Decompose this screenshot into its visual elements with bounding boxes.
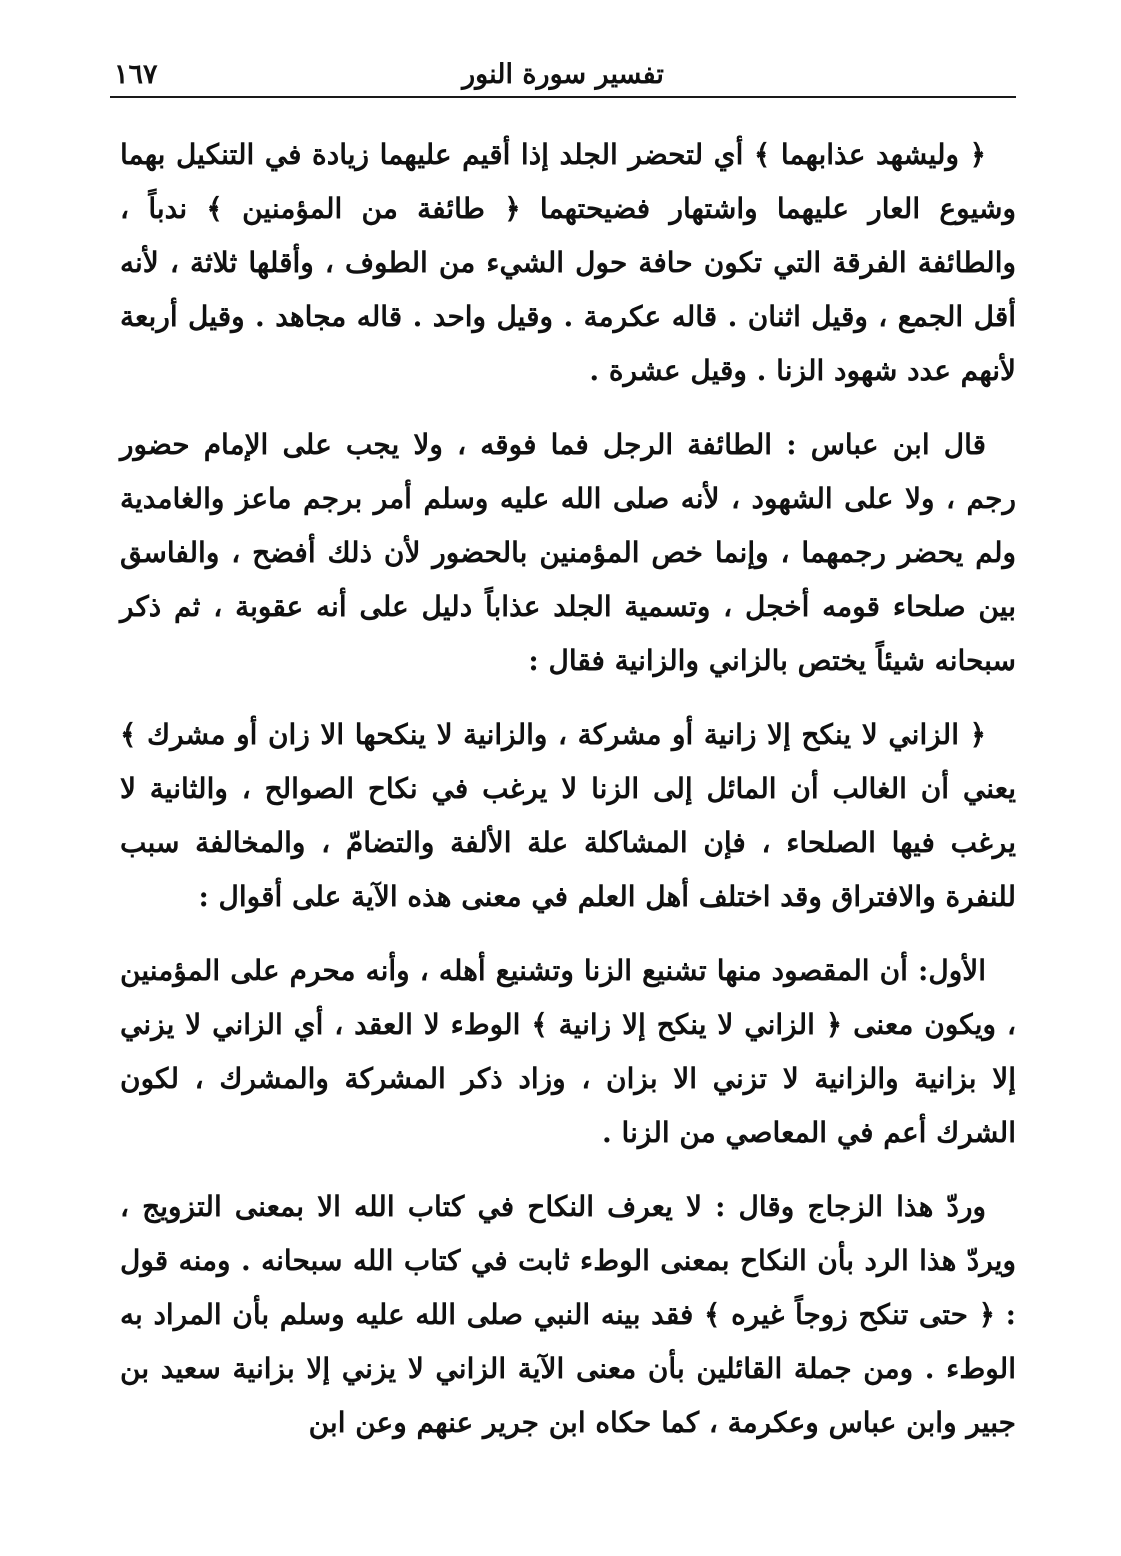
header-rule bbox=[110, 96, 1016, 98]
paragraph-text: ﴿ وليشهد عذابهما ﴾ أي لتحضر الجلد إذا أقيم عليهما زيادة في التنكيل بهما وشيوع العار عليهما واشتهار فضيحتهما ﴿ طائفة من المؤمنين ﴾ ندباً ، والطائفة الفرقة التي تكون حافة حول الشيء من الطوف ، وأقلها ثلاثة ، لأنه أقل الجمع ، وقيل اثنان . قاله عكرمة . وقيل واحد . قاله مجاهد . وقيل أربعة لأنهم عدد شهود الزنا . وقيل عشرة . bbox=[120, 138, 1016, 387]
paragraph-2 bbox=[120, 418, 1016, 688]
page-body bbox=[120, 128, 1016, 1470]
running-title: تفسير سورة النور bbox=[462, 59, 664, 90]
paragraph-text: قال ابن عباس : الطائفة الرجل فما فوقه ، ولا يجب على الإمام حضور رجم ، ولا على الشهود ، لأنه صلى الله عليه وسلم أمر برجم ماعز والغامدية ولم يحضر رجمهما ، وإنما خص المؤمنين بالحضور لأن ذلك أفضح ، والفاسق بين صلحاء قومه أخجل ، وتسمية الجلد عذاباً دليل على أنه عقوبة ، ثم ذكر سبحانه شيئاً يختص بالزاني والزانية فقال : bbox=[120, 428, 1016, 677]
paragraph-1 bbox=[120, 128, 1016, 398]
page-header bbox=[110, 52, 1016, 98]
page-number: ١٦٧ bbox=[114, 59, 158, 90]
paragraph-text: ﴿ الزاني لا ينكح إلا زانية أو مشركة ، والزانية لا ينكحها الا زان أو مشرك ﴾ يعني أن الغالب أن المائل إلى الزنا لا يرغب في نكاح الصوالح ، والثانية لا يرغب فيها الصلحاء ، فإن المشاكلة علة الألفة والتضامّ ، والمخالفة سبب للنفرة والافتراق وقد اختلف أهل العلم في معنى هذه الآية على أقوال : bbox=[120, 718, 1016, 913]
paragraph-lead: الأول: bbox=[918, 954, 986, 987]
paragraph-text: أن المقصود منها تشنيع الزنا وتشنيع أهله ، وأنه محرم على المؤمنين ، ويكون معنى ﴿ الزاني لا ينكح إلا زانية ﴾ الوطء لا العقد ، أي الزاني لا يزني إلا بزانية والزانية لا تزني الا بزان ، وزاد ذكر المشركة والمشرك ، لكون الشرك أعم في المعاصي من الزنا . bbox=[120, 954, 1016, 1149]
paragraph-4 bbox=[120, 944, 1016, 1160]
paragraph-3 bbox=[120, 708, 1016, 924]
paragraph-text: وردّ هذا الزجاج وقال : لا يعرف النكاح في كتاب الله الا بمعنى التزويج ، ويردّ هذا الرد بأن النكاح بمعنى الوطء ثابت في كتاب الله سبحانه . ومنه قول : ﴿ حتى تنكح زوجاً غيره ﴾ فقد بينه النبي صلى الله عليه وسلم بأن المراد به الوطء . ومن جملة القائلين بأن معنى الآية الزاني لا يزني إلا بزانية سعيد بن جبير وابن عباس وعكرمة ، كما حكاه ابن جرير عنهم وعن ابن bbox=[120, 1190, 1016, 1439]
paragraph-5 bbox=[120, 1180, 1016, 1450]
